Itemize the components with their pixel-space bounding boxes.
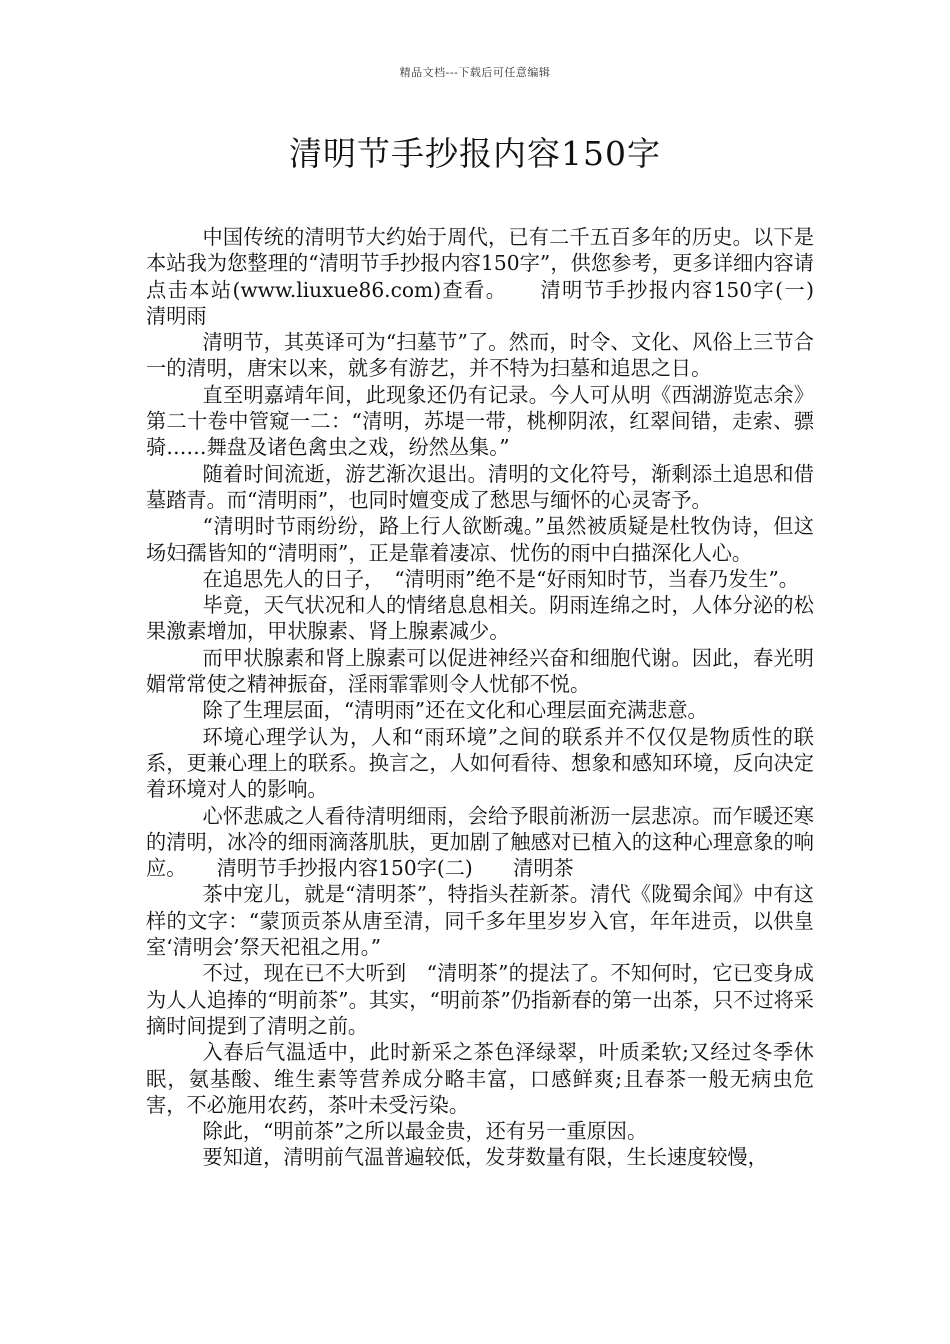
paragraph: 清明节，其英译可为“扫墓节”了。然而，时令、文化、风俗上三节合一的清明，唐宋以来，就多有游艺，并不特为扫墓和追思之日。: [146, 330, 814, 381]
paragraph: 除了生理层面，“清明雨”还在文化和心理层面充满悲意。: [202, 698, 708, 723]
paragraph: 随着时间流逝，游艺渐次退出。清明的文化符号，渐剩添土追思和借墓踏青。而“清明雨”，也同时嬗变成了愁思与缅怀的心灵寄予。: [146, 461, 814, 512]
document-body: [146, 224, 855, 1171]
paragraph: 毕竟，天气状况和人的情绪息息相关。阴雨连绵之时，人体分泌的松果激素增加，甲状腺素、肾上腺素减少。: [146, 593, 814, 644]
paragraph: 心怀悲戚之人看待清明细雨，会给予眼前淅沥一层悲凉。而乍暖还寒的清明，冰冷的细雨滴落肌肤，更加剧了触感对已植入的这种心理意象的响应。 清明节手抄报内容150字(二) 清明茶: [146, 803, 814, 881]
paragraph: 除此，“明前茶”之所以最金贵，还有另一重原因。: [202, 1119, 648, 1144]
paragraph: 要知道，清明前气温普遍较低，发芽数量有限，生长速度较慢，: [202, 1145, 768, 1170]
paragraph: 直至明嘉靖年间，此现象还仍有记录。今人可从明《西湖游览志余》第二十卷中管窥一二：“清明，苏堤一带，桃柳阴浓，红翠间错，走索、骠骑……舞盘及诸色禽虫之戏，纷然丛集。”: [146, 382, 814, 460]
paragraph: 不过，现在已不大听到 “清明茶”的提法了。不知何时，它已变身成为人人追捧的“明前茶”。其实，“明前茶”仍指新春的第一出茶，只不过将采摘时间提到了清明之前。: [146, 961, 814, 1038]
paragraph: 而甲状腺素和肾上腺素可以促进神经兴奋和细胞代谢。因此，春光明媚常常使之精神振奋，淫雨霏霏则令人忧郁不悦。: [146, 645, 814, 697]
document-title: 清明节手抄报内容150字: [289, 134, 661, 173]
paragraph: 茶中宠儿，就是“清明茶”，特指头茬新茶。清代《陇蜀余闻》中有这样的文字：“蒙顶贡茶从唐至清，同千多年里岁岁入官，年年进贡，以供皇室‘清明会’祭天祀祖之用。”: [146, 882, 814, 960]
page-header: 精品文档---下载后可任意编辑: [399, 66, 551, 79]
paragraph: 入春后气温适中，此时新采之茶色泽绿翠，叶质柔软;又经过冬季休眠，氨基酸、维生素等营养成分略丰富，口感鲜爽;且春茶一般无病虫危害，不必施用农药，茶叶未受污染。: [146, 1040, 814, 1117]
paragraph: 在追思先人的日子， “清明雨”绝不是“好雨知时节，当春乃发生”。: [202, 566, 799, 591]
paragraph: 中国传统的清明节大约始于周代，已有二千五百多年的历史。以下是本站我为您整理的“清明节手抄报内容150字”，供您参考，更多详细内容请点击本站(www.liuxue86.com)查看。 清明节手抄报内容150字(一) 清明雨: [146, 225, 855, 328]
paragraph: “清明时节雨纷纷，路上行人欲断魂。”虽然被质疑是杜牧伪诗，但这场妇孺皆知的“清明雨”，正是靠着凄凉、忧伤的雨中白描深化人心。: [146, 514, 814, 565]
paragraph: 环境心理学认为，人和“雨环境”之间的联系并不仅仅是物质性的联系，更兼心理上的联系。换言之，人如何看待、想象和感知环境，反向决定着环境对人的影响。: [146, 724, 814, 802]
